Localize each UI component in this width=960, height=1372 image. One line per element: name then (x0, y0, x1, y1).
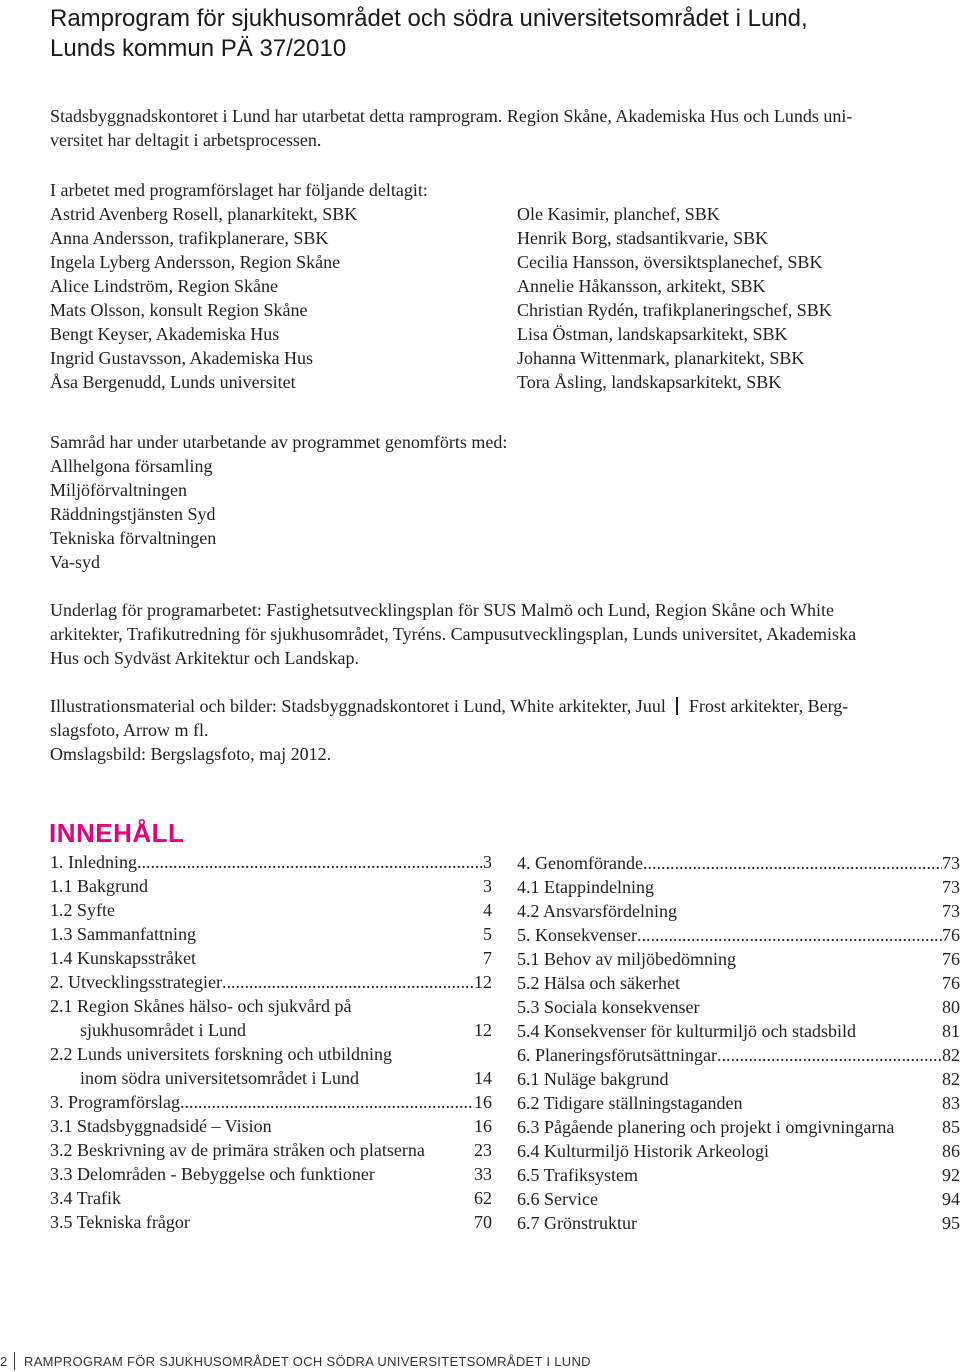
toc-entry-label: 1. Inledning (50, 852, 137, 872)
participants-right (517, 202, 937, 394)
toc-entry (50, 1018, 492, 1042)
toc-entry-label: 5.4 Konsekvenser för kulturmiljö och stadsbild (517, 1021, 856, 1041)
illustrations-line-2: slagsfoto, Arrow m fl. (50, 720, 209, 740)
separator-bar (676, 697, 678, 715)
toc-entry (517, 1067, 960, 1091)
toc-heading: INNEHÅLL (49, 818, 185, 848)
consultation-section (50, 430, 930, 574)
participant: Ingela Lyberg Andersson, Region Skåne (50, 252, 341, 272)
illustrations-line-1a: Illustrationsmaterial och bilder: Stadsbyggnadskontoret i Lund, White arkitekter, Juul (50, 696, 666, 716)
toc-entry (50, 1186, 492, 1210)
intro-line-2: versitet har deltagit i arbetsprocessen. (50, 130, 322, 150)
toc-entry (50, 1066, 492, 1090)
document-title (50, 4, 930, 64)
participant: Alice Lindström, Region Skåne (50, 276, 278, 296)
toc-entry (517, 1139, 960, 1163)
participant: Christian Rydén, trafikplaneringschef, SBK (517, 300, 832, 320)
toc-entry (517, 1163, 960, 1187)
toc-entry (50, 994, 492, 1018)
toc-entry-label: 3.3 Delområden - Bebyggelse och funktioner (50, 1164, 375, 1184)
toc-entry-page: 86 (942, 1141, 960, 1161)
toc-entry-label: 3.5 Tekniska frågor (50, 1212, 190, 1232)
toc-entry-page: 62 (474, 1188, 492, 1208)
toc-entry-page: 80 (942, 997, 960, 1017)
toc-entry-label: 4.2 Ansvarsfördelning (517, 901, 677, 921)
toc-entry-label: 2.1 Region Skånes hälso- och sjukvård på (50, 996, 352, 1016)
illustrations-paragraph (50, 694, 940, 766)
toc-entry (517, 947, 960, 971)
toc-entry (50, 922, 492, 946)
page-footer (0, 1352, 960, 1372)
toc-entry (517, 995, 960, 1019)
toc-dot-leader (180, 1090, 474, 1114)
toc-entry-label: 1.4 Kunskapsstråket (50, 948, 196, 968)
toc-entry (50, 1138, 492, 1162)
toc-entry-label: 1.3 Sammanfattning (50, 924, 196, 944)
toc-entry-label: 5.3 Sociala konsekvenser (517, 997, 700, 1017)
basis-line-2: arkitekter, Trafikutredning för sjukhusområdet, Tyréns. Campusutvecklingsplan, Lunds universitet, Akademiska (50, 624, 857, 644)
toc-entry-page: 92 (942, 1165, 960, 1185)
participant: Johanna Wittenmark, planarkitekt, SBK (517, 348, 805, 368)
intro-line-1: Stadsbyggnadskontoret i Lund har utarbetat detta ramprogram. Region Skåne, Akademiska Hus och Lunds uni- (50, 106, 853, 126)
toc-entry-label: 6.1 Nuläge bakgrund (517, 1069, 669, 1089)
toc-entry (517, 1211, 960, 1235)
toc-entry-page: 76 (942, 973, 960, 993)
toc-entry (50, 970, 492, 994)
toc-entry (50, 898, 492, 922)
participant: Anna Andersson, trafikplanerare, SBK (50, 228, 329, 248)
toc-entry-label: 2.2 Lunds universitets forskning och utbildning (50, 1044, 392, 1064)
toc-entry (50, 874, 492, 898)
toc-entry-label: 6. Planeringsförutsättningar (517, 1045, 717, 1065)
toc-dot-leader (137, 850, 483, 874)
participant: Astrid Avenberg Rosell, planarkitekt, SBK (50, 204, 358, 224)
footer-title: RAMPROGRAM FÖR SJUKHUSOMRÅDET OCH SÖDRA UNIVERSITETSOMRÅDET I LUND (24, 1354, 591, 1369)
toc-entry-page: 16 (474, 1092, 492, 1112)
participants-heading: I arbetet med programförslaget har följande deltagit: (50, 180, 428, 200)
participant: Åsa Bergenudd, Lunds universitet (50, 372, 296, 392)
toc-entry-page: 85 (942, 1117, 960, 1137)
title-line-1: Ramprogram för sjukhusområdet och södra universitetsområdet i Lund, (50, 5, 808, 32)
toc-entry-label: 3.1 Stadsbyggnadsidé – Vision (50, 1116, 272, 1136)
toc-entry-page: 70 (474, 1212, 492, 1232)
participant: Lisa Östman, landskapsarkitekt, SBK (517, 324, 788, 344)
toc-entry (50, 850, 492, 874)
toc-left-column (50, 850, 492, 1234)
toc-right-column (517, 851, 960, 1235)
participant: Ole Kasimir, planchef, SBK (517, 204, 720, 224)
participant: Ingrid Gustavsson, Akademiska Hus (50, 348, 313, 368)
toc-entry-page: 73 (942, 853, 960, 873)
toc-entry (517, 899, 960, 923)
toc-entry-page: 12 (474, 972, 492, 992)
cover-credit: Omslagsbild: Bergslagsfoto, maj 2012. (50, 744, 332, 764)
participant: Tora Åsling, landskapsarkitekt, SBK (517, 372, 782, 392)
consultation-heading: Samråd har under utarbetande av programmet genomförts med: (50, 432, 508, 452)
toc-entry-label: 6.2 Tidigare ställningstaganden (517, 1093, 743, 1113)
toc-dot-leader (637, 923, 942, 947)
toc-entry-page: 82 (942, 1045, 960, 1065)
toc-entry-page: 16 (474, 1116, 492, 1136)
consultation-item: Räddningstjänsten Syd (50, 504, 216, 524)
toc-entry (517, 1043, 960, 1067)
toc-entry-page: 3 (483, 852, 492, 872)
toc-entry-page: 33 (474, 1164, 492, 1184)
toc-entry-label: 4. Genomförande (517, 853, 643, 873)
toc-entry-page: 3 (483, 876, 492, 896)
basis-line-3: Hus och Sydväst Arkitektur och Landskap. (50, 648, 359, 668)
toc-entry-label: 6.3 Pågående planering och projekt i omgivningarna (517, 1117, 895, 1137)
toc-entry-label: inom södra universitetsområdet i Lund (80, 1068, 359, 1088)
participant: Bengt Keyser, Akademiska Hus (50, 324, 280, 344)
toc-entry-label: 3. Programförslag (50, 1092, 180, 1112)
toc-entry (517, 971, 960, 995)
toc-entry-label: 6.6 Service (517, 1189, 598, 1209)
participant: Mats Olsson, konsult Region Skåne (50, 300, 308, 320)
basis-line-1: Underlag för programarbetet: Fastighetsutvecklingsplan för SUS Malmö och Lund, Region Skåne och White (50, 600, 835, 620)
toc-dot-leader (717, 1043, 942, 1067)
toc-entry-page: 4 (483, 900, 492, 920)
toc-entry-label: 3.2 Beskrivning av de primära stråken och platserna (50, 1140, 425, 1160)
toc-entry (517, 1091, 960, 1115)
toc-entry-label: 6.4 Kulturmiljö Historik Arkeologi (517, 1141, 769, 1161)
footer-divider (14, 1352, 15, 1370)
toc-entry-label: 5.1 Behov av miljöbedömning (517, 949, 736, 969)
participant: Henrik Borg, stadsantikvarie, SBK (517, 228, 769, 248)
toc-entry (50, 1114, 492, 1138)
consultation-item: Tekniska förvaltningen (50, 528, 217, 548)
toc-dot-leader (222, 970, 474, 994)
intro-paragraph (50, 104, 930, 152)
toc-entry (517, 875, 960, 899)
participant: Cecilia Hansson, översiktsplanechef, SBK (517, 252, 823, 272)
toc-entry-page: 73 (942, 901, 960, 921)
toc-entry-page: 73 (942, 877, 960, 897)
toc-entry-page: 94 (942, 1189, 960, 1209)
toc-entry-label: sjukhusområdet i Lund (80, 1020, 246, 1040)
toc-entry-label: 6.5 Trafiksystem (517, 1165, 639, 1185)
illustrations-line-1 (50, 694, 940, 718)
toc-entry-page: 76 (942, 949, 960, 969)
toc-entry-label: 3.4 Trafik (50, 1188, 122, 1208)
toc-entry-label: 1.1 Bakgrund (50, 876, 148, 896)
consultation-item: Allhelgona församling (50, 456, 213, 476)
toc-entry (50, 1090, 492, 1114)
basis-paragraph (50, 598, 940, 670)
toc-dot-leader (643, 851, 942, 875)
toc-entry-label: 6.7 Grönstruktur (517, 1213, 637, 1233)
toc-entry-page: 12 (474, 1020, 492, 1040)
toc-entry-label: 5. Konsekvenser (517, 925, 637, 945)
toc-entry-label: 1.2 Syfte (50, 900, 115, 920)
toc-entry-label: 5.2 Hälsa och säkerhet (517, 973, 680, 993)
toc-entry (517, 1187, 960, 1211)
toc-entry-label: 2. Utvecklingsstrategier (50, 972, 222, 992)
toc-entry-page: 83 (942, 1093, 960, 1113)
toc-entry (50, 946, 492, 970)
toc-entry-page: 76 (942, 925, 960, 945)
toc-entry-page: 95 (942, 1213, 960, 1233)
toc-entry (517, 1019, 960, 1043)
participant: Annelie Håkansson, arkitekt, SBK (517, 276, 766, 296)
toc-entry-page: 81 (942, 1021, 960, 1041)
toc-entry-page: 23 (474, 1140, 492, 1160)
consultation-item: Miljöförvaltningen (50, 480, 187, 500)
title-line-2: Lunds kommun PÄ 37/2010 (50, 35, 347, 62)
consultation-item: Va-syd (50, 552, 100, 572)
toc-entry-label: 4.1 Etappindelning (517, 877, 654, 897)
toc-entry (517, 923, 960, 947)
toc-entry-page: 5 (483, 924, 492, 944)
toc-entry-page: 7 (483, 948, 492, 968)
page-number: 2 (0, 1354, 8, 1369)
toc-entry (50, 1210, 492, 1234)
toc-entry (50, 1042, 492, 1066)
toc-entry (50, 1162, 492, 1186)
toc-entry (517, 1115, 960, 1139)
participants-left (50, 178, 510, 394)
illustrations-line-1b: Frost arkitekter, Berg- (688, 696, 849, 716)
toc-entry-page: 82 (942, 1069, 960, 1089)
toc-entry (517, 851, 960, 875)
toc-entry-page: 14 (474, 1068, 492, 1088)
